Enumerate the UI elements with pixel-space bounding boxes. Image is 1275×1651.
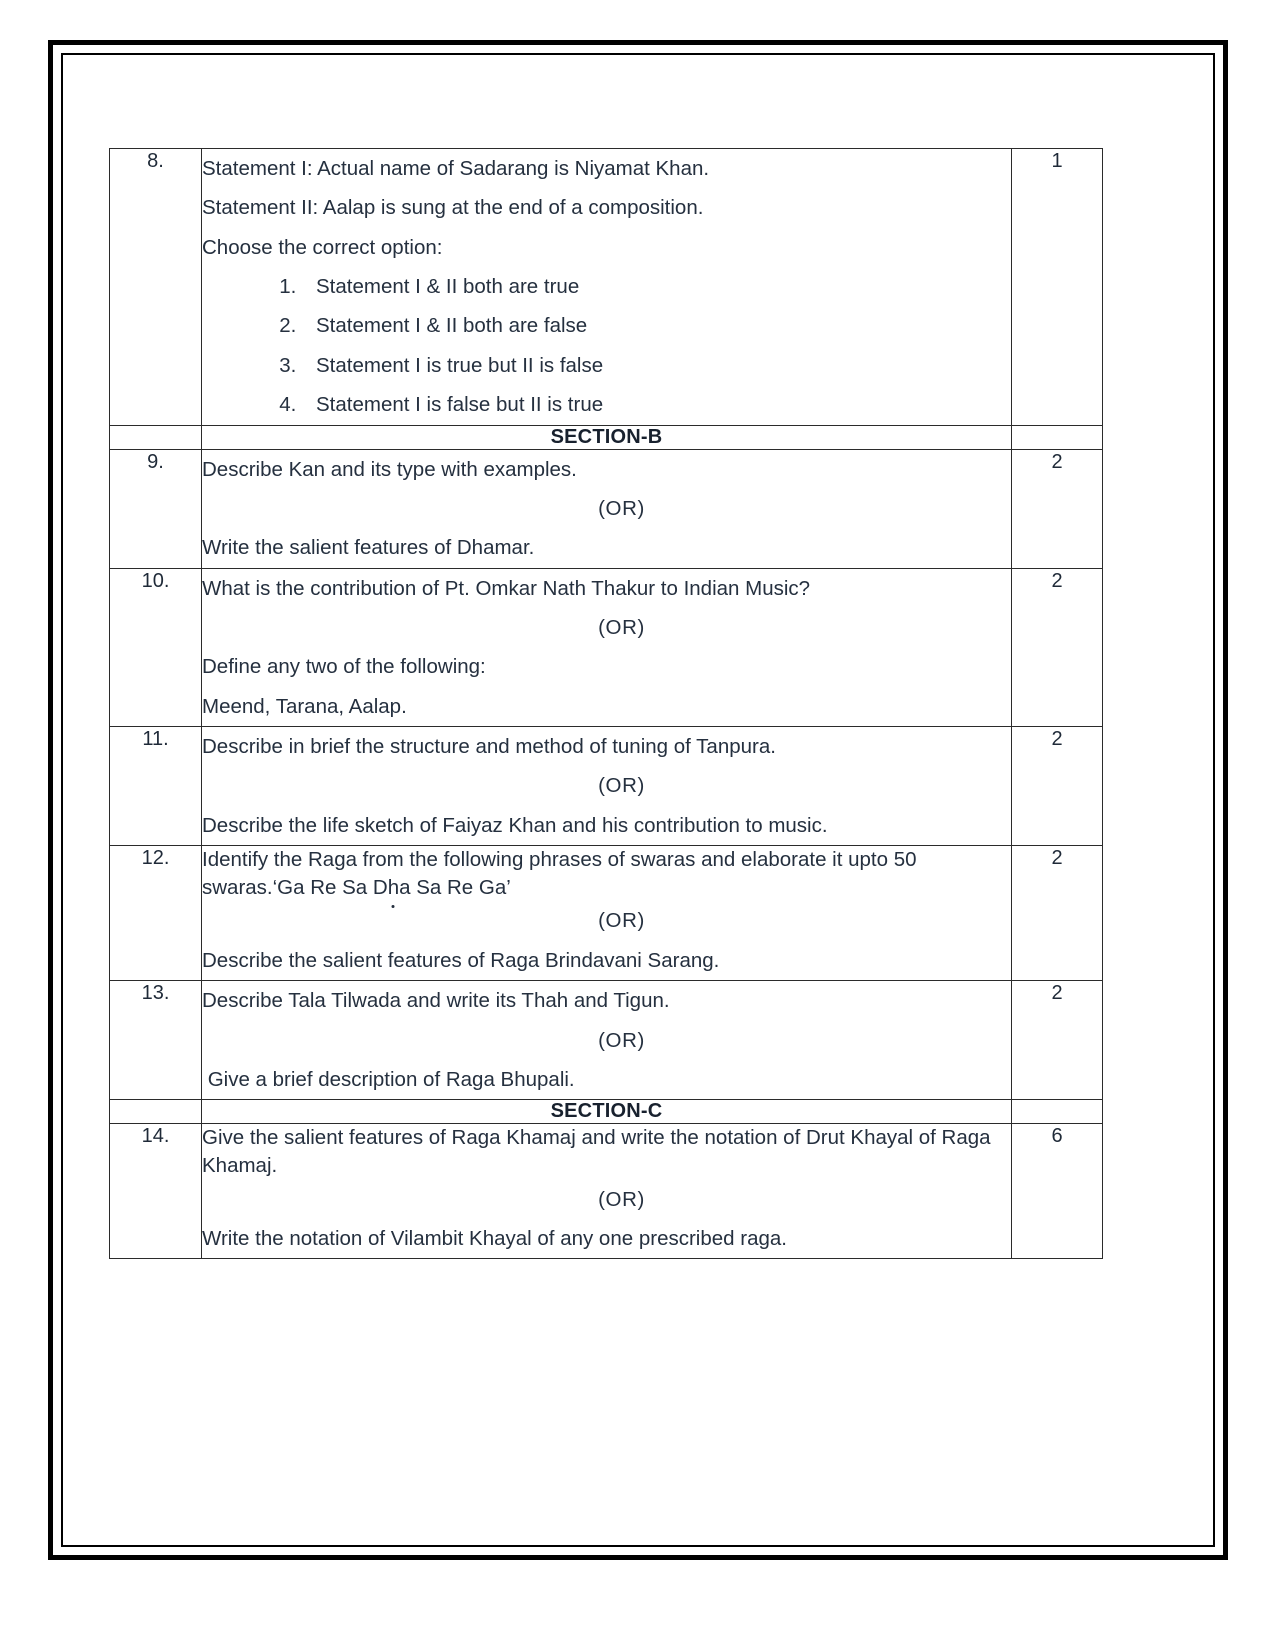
table-row (110, 727, 1103, 846)
q9-part-b: Write the salient features of Dhamar. (202, 536, 535, 560)
or-separator: (OR) (598, 615, 645, 639)
empty-marks-cell (1012, 1100, 1103, 1124)
question-number: 13. (110, 981, 202, 1100)
q8-prompt: Choose the correct option: (202, 235, 443, 259)
q12-part-a-pre: Identify the Raga from the following phrases of swaras and elaborate it upto 50 swaras.‘Ga Re Sa D (202, 848, 923, 899)
question-body (202, 846, 1012, 981)
question-body (202, 568, 1012, 726)
or-separator: (OR) (598, 496, 645, 520)
q11-part-a: Describe in brief the structure and method of tuning of Tanpura. (202, 735, 776, 759)
list-item: 4. Statement I is false but II is true (302, 385, 1011, 424)
q10-part-a: What is the contribution of Pt. Omkar Nath Thakur to Indian Music? (202, 576, 811, 600)
or-separator: (OR) (598, 1187, 645, 1211)
q12-part-a-post: a Sa Re Ga’ (399, 875, 511, 899)
table-row (110, 846, 1103, 981)
q11-part-b: Describe the life sketch of Faiyaz Khan and his contribution to music. (202, 813, 828, 837)
question-marks: 2 (1012, 981, 1103, 1100)
q8-option-list (202, 267, 1011, 424)
q10-part-b-items: Meend, Tarana, Aalap. (202, 694, 407, 718)
or-separator: (OR) (598, 909, 645, 933)
q10-part-b: Define any two of the following: (202, 655, 486, 679)
question-number: 14. (110, 1124, 202, 1259)
q12-part-b: Describe the salient features of Raga Brindavani Sarang. (202, 948, 720, 972)
question-body (202, 727, 1012, 846)
or-separator: (OR) (598, 1028, 645, 1052)
list-item: 3. Statement I is true but II is false (302, 346, 1011, 385)
question-paper-table-wrapper (109, 148, 1102, 1259)
question-body (202, 981, 1012, 1100)
question-number: 11. (110, 727, 202, 846)
q13-part-b: Give a brief description of Raga Bhupali. (202, 1067, 575, 1091)
question-marks: 1 (1012, 149, 1103, 426)
q14-part-b: Write the notation of Vilambit Khayal of any one prescribed raga. (202, 1226, 787, 1250)
question-body (202, 449, 1012, 568)
question-marks: 2 (1012, 568, 1103, 726)
table-row (110, 981, 1103, 1100)
table-row (110, 568, 1103, 726)
question-number: 12. (110, 846, 202, 981)
table-row (110, 449, 1103, 568)
or-separator: (OR) (598, 774, 645, 798)
list-item: 2. Statement I & II both are false (302, 306, 1011, 345)
question-marks: 2 (1012, 846, 1103, 981)
q12-part-a (202, 846, 1011, 901)
empty-number-cell (110, 425, 202, 449)
q9-part-a: Describe Kan and its type with examples. (202, 457, 577, 481)
empty-marks-cell (1012, 425, 1103, 449)
swara-underdot-mark: h (388, 874, 399, 902)
q13-part-a: Describe Tala Tilwada and write its Thah and Tigun. (202, 989, 670, 1013)
empty-number-cell (110, 1100, 202, 1124)
q8-statement-1: Statement I: Actual name of Sadarang is Niyamat Khan. (202, 157, 710, 180)
question-marks: 6 (1012, 1124, 1103, 1259)
question-marks: 2 (1012, 727, 1103, 846)
question-number: 8. (110, 149, 202, 426)
table-row-section-c (110, 1100, 1103, 1124)
list-item: 1. Statement I & II both are true (302, 267, 1011, 306)
section-heading-c: SECTION-C (202, 1100, 1012, 1124)
question-body (202, 1124, 1012, 1259)
table-row-section-b (110, 425, 1103, 449)
question-number: 9. (110, 449, 202, 568)
question-body (202, 149, 1012, 426)
table-row (110, 1124, 1103, 1259)
question-paper-table (109, 148, 1103, 1259)
table-row (110, 149, 1103, 426)
question-marks: 2 (1012, 449, 1103, 568)
q14-part-a: Give the salient features of Raga Khamaj and write the notation of Drut Khayal of Raga Khamaj. (202, 1126, 997, 1177)
section-heading-b: SECTION-B (202, 425, 1012, 449)
question-number: 10. (110, 568, 202, 726)
q8-statement-2: Statement II: Aalap is sung at the end of a composition. (202, 196, 704, 220)
